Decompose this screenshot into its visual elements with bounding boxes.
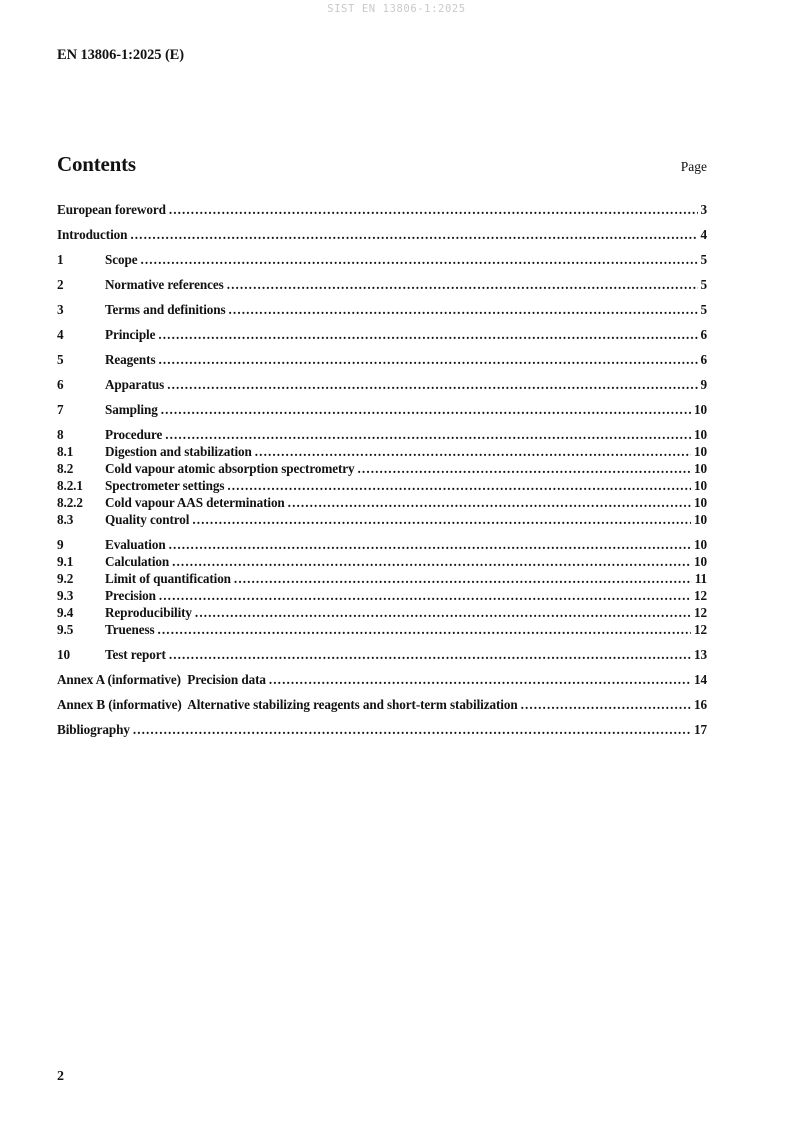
- toc-entry-page: 10: [694, 512, 707, 527]
- toc-entry-title: Terms and definitions: [105, 302, 226, 317]
- toc-entry-page: 10: [694, 554, 707, 569]
- toc-entry-title: Evaluation: [105, 537, 166, 552]
- toc-dot-leader: [234, 570, 692, 587]
- contents-heading: Contents: [57, 152, 136, 176]
- toc-dot-leader: [229, 301, 698, 318]
- toc-dot-leader: [255, 443, 691, 460]
- toc-dot-leader: [167, 376, 697, 393]
- toc-entry-number: 9.3: [57, 588, 74, 603]
- toc-entry-number: 4: [57, 327, 64, 342]
- toc-entry-number: 2: [57, 277, 64, 292]
- toc-row: [57, 443, 707, 460]
- toc-row: [57, 326, 707, 343]
- toc-row: [57, 536, 707, 553]
- toc-entry-number: 8.1: [57, 444, 74, 459]
- toc-row: [57, 721, 707, 738]
- toc-dot-leader: [140, 251, 697, 268]
- toc-dot-leader: [161, 401, 691, 418]
- toc-dot-leader: [192, 511, 691, 528]
- toc-dot-leader: [158, 621, 691, 638]
- toc-entry-page: 3: [700, 202, 707, 217]
- toc-entry-page: 5: [700, 277, 707, 292]
- toc-row: [57, 376, 707, 393]
- toc-entry-page: 5: [700, 302, 707, 317]
- toc-entry-title: Cold vapour AAS determination: [105, 495, 285, 510]
- contents-header-row: [57, 152, 707, 177]
- toc-entry-page: 13: [694, 647, 707, 662]
- toc-entry-page: 10: [694, 444, 707, 459]
- toc-entry-number: 8.3: [57, 512, 74, 527]
- toc-entry-title: Quality control: [105, 512, 190, 527]
- toc-row: [57, 477, 707, 494]
- toc-entry-number: 6: [57, 377, 64, 392]
- toc-entry-title: Trueness: [105, 622, 155, 637]
- toc-row: [57, 226, 707, 243]
- toc-dot-leader: [165, 426, 691, 443]
- toc-entry-number: 9.1: [57, 554, 74, 569]
- toc-dot-leader: [269, 671, 691, 688]
- toc-entry-number: 9: [57, 537, 64, 552]
- toc-row: [57, 671, 707, 688]
- toc-entry-title: Bibliography: [57, 722, 130, 737]
- toc-entry-title: Spectrometer settings: [105, 478, 225, 493]
- toc-entry-title: Annex A (informative) Precision data: [57, 672, 266, 687]
- toc-row: [57, 201, 707, 218]
- toc-row: [57, 621, 707, 638]
- toc-entry-number: 9.4: [57, 605, 74, 620]
- toc-entry-page: 10: [694, 427, 707, 442]
- toc-entry-title: Procedure: [105, 427, 163, 442]
- page-column-label: Page: [680, 159, 707, 174]
- toc-row: [57, 646, 707, 663]
- toc-dot-leader: [288, 494, 691, 511]
- toc-dot-leader: [159, 587, 691, 604]
- toc-row: [57, 351, 707, 368]
- toc-entry-page: 9: [700, 377, 707, 392]
- toc-entry-title: Limit of quantification: [105, 571, 231, 586]
- toc-dot-leader: [169, 536, 691, 553]
- toc-dot-leader: [227, 276, 698, 293]
- toc-entry-page: 14: [694, 672, 707, 687]
- toc-row: [57, 494, 707, 511]
- toc-entry-number: 3: [57, 302, 64, 317]
- toc-dot-leader: [169, 201, 698, 218]
- toc-entry-title: Apparatus: [105, 377, 165, 392]
- toc-entry-number: 9.5: [57, 622, 74, 637]
- toc-entry-page: 6: [700, 352, 707, 367]
- toc-row: [57, 276, 707, 293]
- toc-entry-title: Test report: [105, 647, 166, 662]
- toc-entry-page: 12: [694, 622, 707, 637]
- toc-entry-number: 8: [57, 427, 64, 442]
- toc-dot-leader: [195, 604, 691, 621]
- toc-entry-number: 8.2: [57, 461, 74, 476]
- toc-row: [57, 570, 707, 587]
- toc-list: [57, 201, 707, 738]
- toc-dot-leader: [169, 646, 691, 663]
- toc-entry-number: 5: [57, 352, 64, 367]
- toc-entry-title: Annex B (informative) Alternative stabilizing reagents and short-term stabilization: [57, 697, 518, 712]
- toc-row: [57, 604, 707, 621]
- toc-row: [57, 460, 707, 477]
- toc-entry-number: 10: [57, 647, 70, 662]
- toc-entry-title: Precision: [105, 588, 156, 603]
- toc-entry-page: 6: [700, 327, 707, 342]
- toc-entry-page: 10: [694, 495, 707, 510]
- toc-entry-number: 8.2.1: [57, 478, 83, 493]
- toc-row: [57, 401, 707, 418]
- toc-dot-leader: [358, 460, 691, 477]
- watermark-header: SIST EN 13806-1:2025: [327, 3, 466, 15]
- toc-entry-title: Normative references: [105, 277, 224, 292]
- toc-entry-title: Reproducibility: [105, 605, 192, 620]
- toc-entry-number: 8.2.2: [57, 495, 83, 510]
- toc-entry-title: Calculation: [105, 554, 170, 569]
- toc-dot-leader: [521, 696, 691, 713]
- footer-page-number: 2: [57, 1069, 64, 1084]
- toc-entry-title: Sampling: [105, 402, 158, 417]
- toc-entry-page: 4: [700, 227, 707, 242]
- toc-entry-page: 16: [694, 697, 707, 712]
- toc-entry-number: 1: [57, 252, 64, 267]
- toc-row: [57, 511, 707, 528]
- toc-dot-leader: [158, 326, 697, 343]
- toc-row: [57, 696, 707, 713]
- toc-dot-leader: [227, 477, 691, 494]
- toc-entry-page: 11: [694, 571, 707, 586]
- toc-entry-page: 10: [694, 478, 707, 493]
- toc-entry-number: 7: [57, 402, 64, 417]
- toc-dot-leader: [130, 226, 697, 243]
- toc-row: [57, 426, 707, 443]
- toc-entry-title: Scope: [105, 252, 138, 267]
- toc-entry-page: 17: [694, 722, 707, 737]
- toc-entry-title: Digestion and stabilization: [105, 444, 252, 459]
- toc-entry-page: 12: [694, 605, 707, 620]
- toc-entry-page: 5: [700, 252, 707, 267]
- toc-dot-leader: [158, 351, 697, 368]
- toc-row: [57, 301, 707, 318]
- toc-entry-page: 10: [694, 537, 707, 552]
- toc-entry-title: Principle: [105, 327, 156, 342]
- toc-dot-leader: [172, 553, 691, 570]
- toc-entry-page: 10: [694, 402, 707, 417]
- toc-entry-title: Cold vapour atomic absorption spectrometry: [105, 461, 355, 476]
- toc-entry-title: European foreword: [57, 202, 166, 217]
- toc-entry-title: Introduction: [57, 227, 128, 242]
- toc-entry-number: 9.2: [57, 571, 74, 586]
- toc-row: [57, 587, 707, 604]
- toc-entry-title: Reagents: [105, 352, 156, 367]
- toc-dot-leader: [133, 721, 691, 738]
- toc-row: [57, 251, 707, 268]
- toc-row: [57, 553, 707, 570]
- document-reference: EN 13806-1:2025 (E): [57, 47, 184, 63]
- toc-entry-page: 10: [694, 461, 707, 476]
- toc-entry-page: 12: [694, 588, 707, 603]
